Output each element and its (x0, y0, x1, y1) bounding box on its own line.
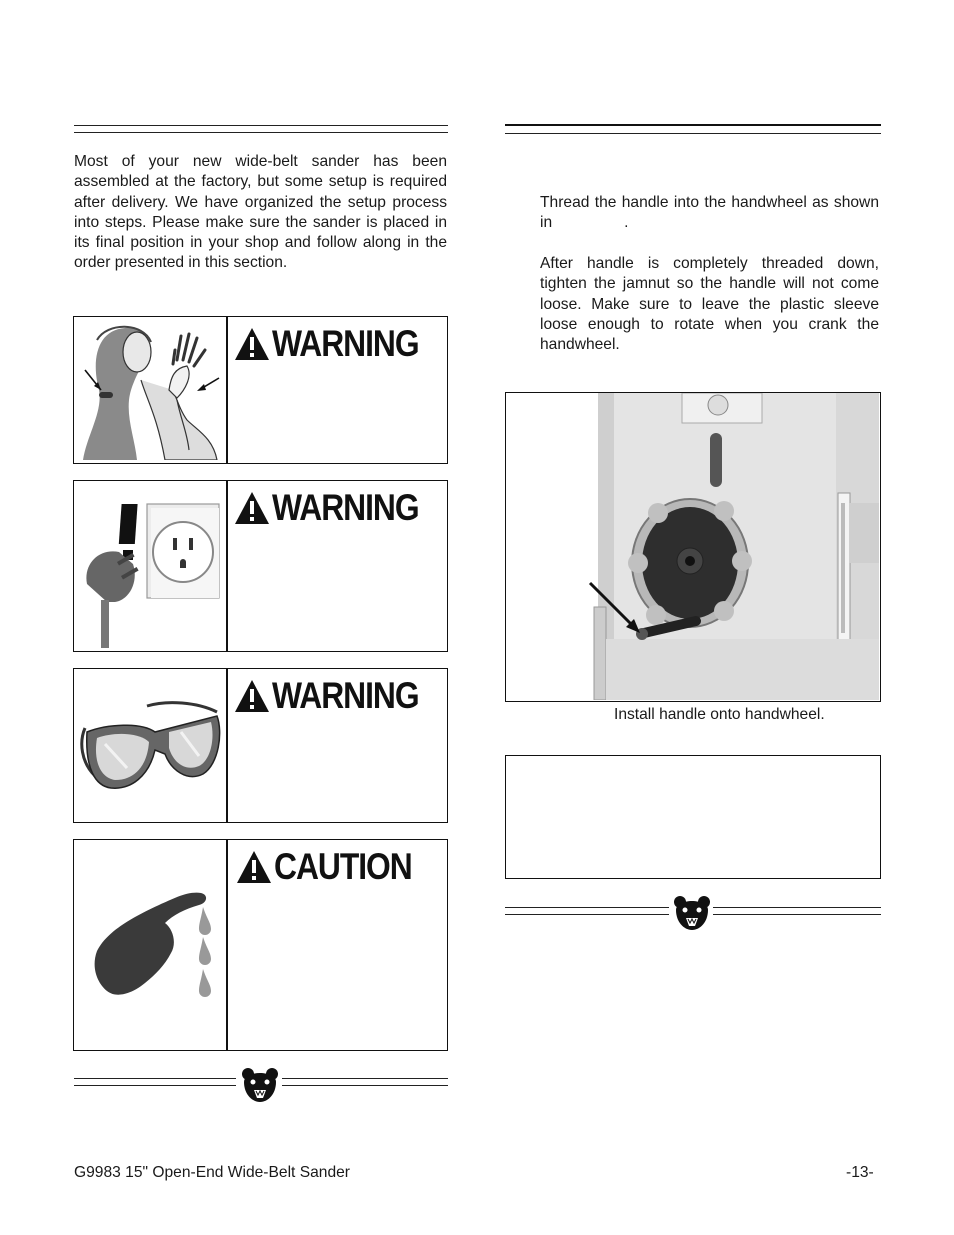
warning-label: WARNING (272, 675, 419, 716)
intro-paragraph: Most of your new wide-belt sander has been assembled at the factory, but some setup is required after delivery. We have organized the setup process into steps. Please make sure the sander is placed in its final position in your shop and follow along in the order presented in this section. (74, 153, 447, 272)
footer-page-number: -13- (846, 1164, 874, 1181)
divider-right-a (505, 907, 669, 915)
warning-box-2 (73, 480, 448, 652)
hand-with-drops-icon (77, 843, 225, 1047)
warning-box-3 (73, 668, 448, 823)
exclamation-triangle-icon (236, 850, 272, 884)
caution-box (73, 839, 448, 1051)
tied-back-hair-and-gloves-icon (77, 320, 225, 460)
divider-right-b (713, 907, 881, 915)
caution-signal (236, 848, 434, 885)
warning-label: WARNING (272, 487, 419, 528)
handwheel-photo (506, 393, 879, 700)
safety-glasses-icon (77, 672, 225, 819)
warning-signal-2 (234, 489, 442, 526)
section-rule-left (74, 125, 448, 133)
divider-left-a (74, 1078, 236, 1086)
step-1-end: . (624, 214, 629, 232)
warning-signal-3 (234, 677, 442, 714)
bear-head-logo-icon (240, 1066, 280, 1104)
step-2-text: After handle is completely threaded down, tighten the jamnut so the handle will not come loose. Make sure to leave the plastic sleeve loose enough to rotate when you crank the handwheel. (540, 255, 879, 354)
figure-handwheel (505, 392, 881, 702)
footer-title: G9983 15" Open-End Wide-Belt Sander (74, 1164, 350, 1181)
plug-and-outlet-icon (77, 484, 225, 648)
exclamation-triangle-icon (234, 491, 270, 525)
note-box (505, 755, 881, 879)
step-1-text (540, 193, 879, 234)
warning-box-1 (73, 316, 448, 464)
section-rule-right (505, 124, 881, 134)
caution-label: CAUTION (274, 846, 412, 887)
step-1-main: Thread the handle into the handwheel as shown in (540, 194, 879, 232)
warning-signal-1 (234, 325, 442, 362)
bear-head-logo-icon (672, 894, 712, 932)
warning-label: WARNING (272, 323, 419, 364)
exclamation-triangle-icon (234, 327, 270, 361)
exclamation-triangle-icon (234, 679, 270, 713)
divider-left-b (282, 1078, 448, 1086)
figure-caption: Install handle onto handwheel. (614, 706, 825, 723)
